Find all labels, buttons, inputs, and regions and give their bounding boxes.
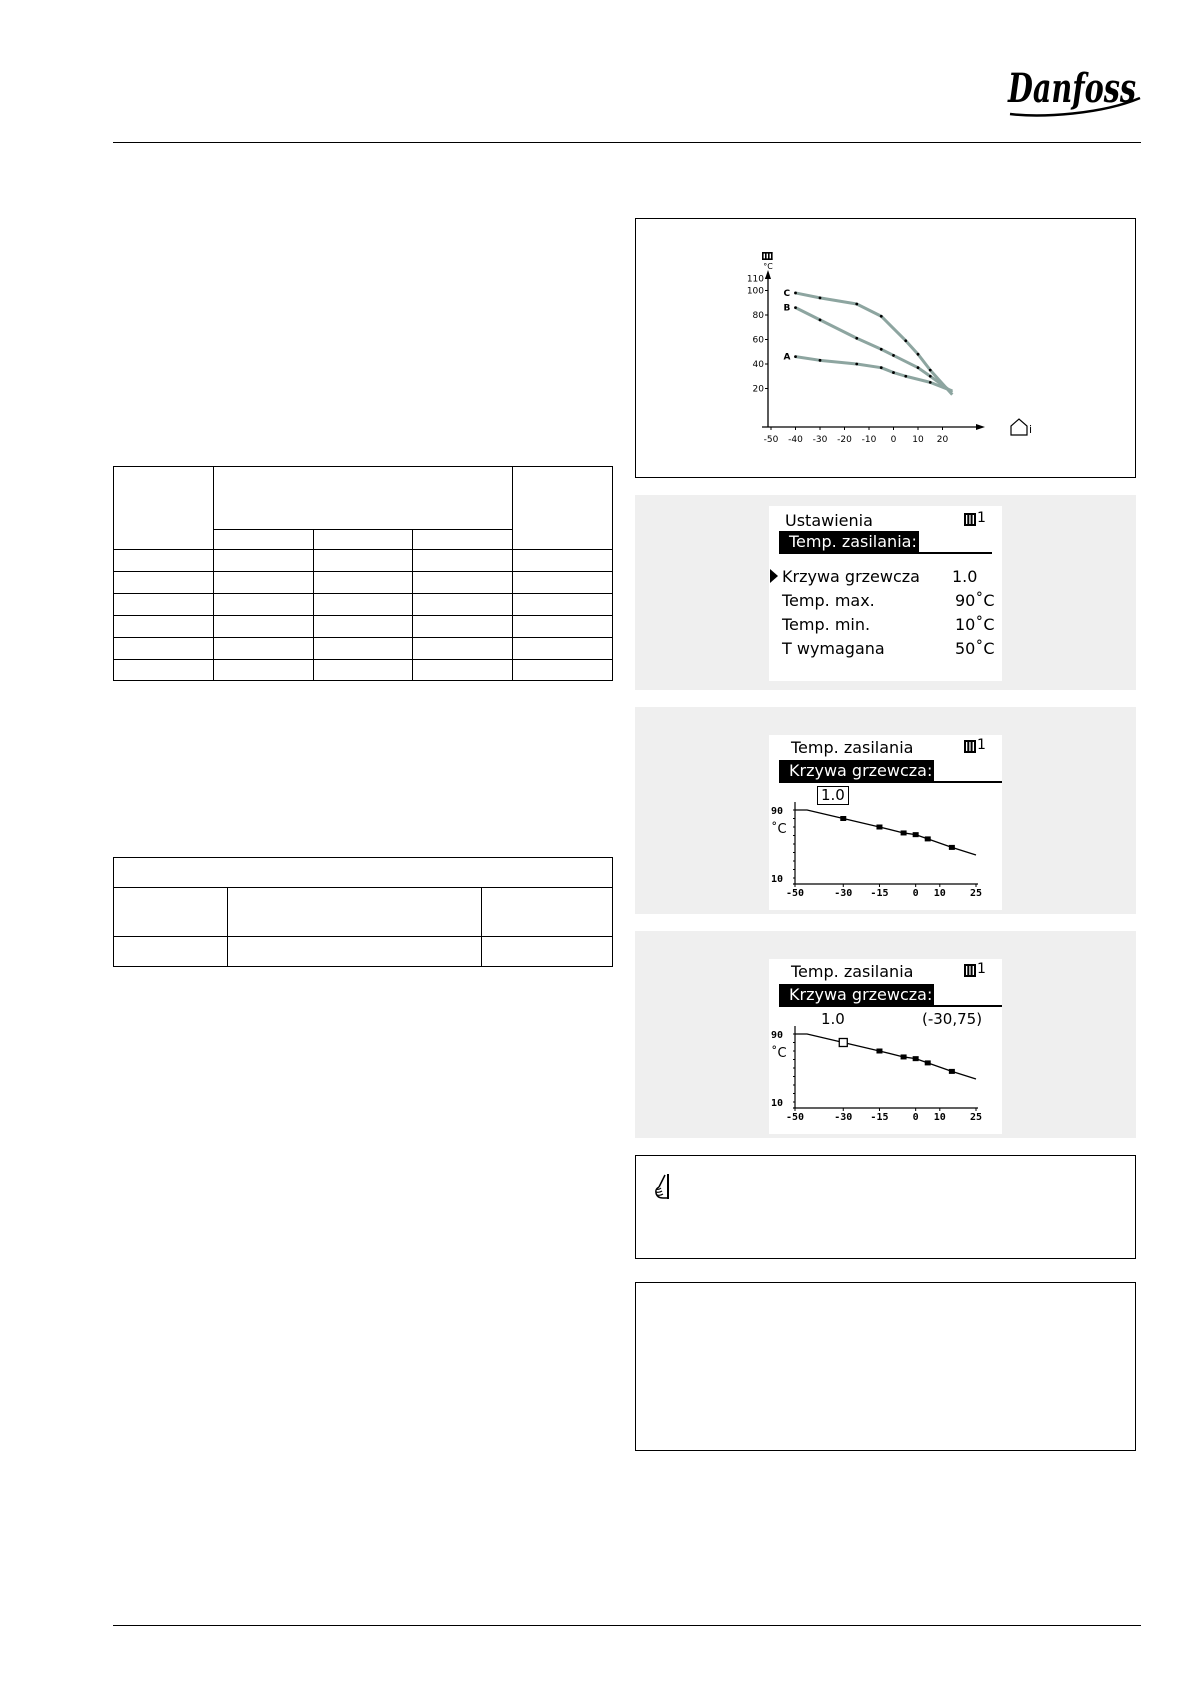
curve-point — [901, 830, 907, 835]
heating-curve-chart — [636, 219, 1135, 477]
curve-point — [917, 353, 920, 356]
table-cell — [213, 530, 313, 550]
x-tick-label: -20 — [837, 435, 852, 445]
y-unit-label: °C — [763, 262, 773, 271]
circuit-number: 1 — [977, 510, 986, 526]
table-row — [114, 638, 613, 660]
y-tick-label: 110 — [746, 274, 764, 285]
curve-point — [840, 816, 846, 821]
radiator-icon — [964, 513, 976, 526]
x-axis-arrow — [976, 424, 985, 430]
curve-point — [929, 381, 932, 384]
setting-label[interactable]: Temp. max. — [782, 591, 875, 610]
x-tick-label: 20 — [936, 435, 949, 445]
circuit-number: 1 — [977, 737, 986, 753]
curve-point — [794, 355, 797, 358]
setting-value[interactable]: 1.0 — [952, 567, 978, 586]
curve-point — [925, 1060, 931, 1065]
curve-point — [819, 359, 822, 362]
curve-value-box[interactable]: 1.0 — [817, 786, 849, 805]
x-tick-label: -50 — [785, 1112, 805, 1123]
curve-point — [929, 375, 932, 378]
curve-point — [949, 1069, 955, 1074]
curve-point — [819, 296, 822, 299]
curve-line — [795, 810, 976, 855]
y-tick-label: 60 — [752, 335, 764, 346]
footer-rule — [113, 1625, 1141, 1626]
curve-point — [949, 845, 955, 850]
x-tick-label: -10 — [861, 435, 877, 445]
table-1 — [113, 466, 613, 681]
curve-point — [929, 369, 932, 372]
x-tick-label: 10 — [933, 1112, 946, 1123]
x-tick-label: -15 — [870, 888, 889, 899]
x-tick-label: -50 — [785, 888, 805, 899]
screen3-curve-chart — [769, 959, 1002, 1134]
table-row — [114, 572, 613, 594]
y-top-label: 90 — [771, 806, 784, 817]
y-tick-label: 40 — [752, 360, 764, 370]
screen2-curve-chart — [769, 735, 1002, 910]
screen1-header: Temp. zasilania: — [779, 531, 919, 553]
curve-label-B: B — [783, 303, 791, 314]
y-top-label: 90 — [771, 1030, 784, 1041]
x-tick-label: -40 — [788, 435, 803, 445]
curve-label-A: A — [783, 352, 791, 363]
x-tick-label: -50 — [763, 435, 779, 445]
y-tick-label: 100 — [746, 286, 764, 297]
curve-point — [819, 319, 822, 322]
curve-point — [794, 306, 797, 309]
logo-text: Danfoss — [1007, 65, 1136, 112]
y-bottom-label: 10 — [771, 874, 784, 885]
table-cell — [114, 467, 214, 550]
pointing-hand-icon — [653, 1173, 675, 1201]
circuit-number: 1 — [977, 961, 986, 977]
setting-label[interactable]: T wymagana — [782, 639, 885, 658]
selected-point-marker — [839, 1039, 847, 1047]
x-tick-label: 10 — [933, 888, 946, 899]
curve-point — [855, 337, 858, 340]
table-cell — [413, 530, 513, 550]
y-unit-label: ˚C — [771, 822, 787, 837]
table-2 — [113, 857, 613, 967]
curve-value: 1.0 — [821, 1010, 845, 1028]
info-box — [635, 1282, 1136, 1451]
curve-point — [794, 292, 797, 295]
curve-line — [795, 1034, 976, 1079]
table-row — [114, 616, 613, 638]
y-bottom-label: 10 — [771, 1098, 784, 1109]
note-box — [635, 1155, 1136, 1259]
x-tick-label: 0 — [912, 1112, 919, 1123]
x-tick-label: 0 — [890, 435, 897, 445]
curve-point — [876, 825, 882, 830]
y-unit-label: ˚C — [771, 1046, 787, 1061]
curve-point — [876, 1049, 882, 1054]
table-cell — [513, 467, 613, 550]
x-tick-label: -30 — [812, 435, 828, 445]
curve-point — [892, 371, 895, 374]
point-coordinates[interactable]: (-30,75) — [922, 1010, 983, 1028]
screen2-header: Krzywa grzewcza: — [779, 760, 934, 782]
x-tick-label: 0 — [912, 888, 919, 899]
x-tick-label: 25 — [969, 888, 983, 899]
y-tick-label: 80 — [752, 311, 764, 321]
x-tick-label: -15 — [870, 1112, 889, 1123]
curve-point — [904, 375, 907, 378]
table-cell — [213, 467, 512, 530]
curve-point — [913, 832, 919, 837]
outdoor-suffix: i — [1029, 423, 1033, 436]
danfoss-logo — [1002, 58, 1142, 120]
table-cell — [114, 858, 613, 888]
x-tick-label: -30 — [834, 888, 853, 899]
y-axis-arrow — [765, 270, 771, 279]
y-tick-label: 20 — [752, 384, 764, 395]
selection-arrow-icon — [770, 569, 778, 583]
setting-value[interactable]: 50˚C — [955, 639, 995, 658]
screen1-panel — [635, 495, 1136, 690]
header-underline — [779, 552, 992, 554]
curve-point — [917, 366, 920, 369]
curve-point — [901, 1054, 907, 1059]
table-cell — [313, 530, 413, 550]
screen3-header: Krzywa grzewcza: — [779, 984, 934, 1006]
x-tick-label: 25 — [969, 1112, 983, 1123]
heating-curve-figure — [635, 218, 1136, 478]
screen3-display — [769, 959, 1002, 1134]
setting-label[interactable]: Krzywa grzewcza — [782, 567, 920, 586]
curve-label-C: C — [783, 288, 791, 299]
x-tick-label: 10 — [912, 435, 924, 445]
screen1-title: Ustawienia — [785, 511, 873, 530]
curve-point — [880, 315, 883, 318]
house-icon — [1011, 419, 1027, 435]
curve-point — [855, 303, 858, 306]
radiator-icon — [762, 252, 773, 260]
curve-point — [892, 354, 895, 357]
table-row — [114, 937, 613, 967]
screen2-title: Temp. zasilania — [791, 738, 914, 757]
curve-line-C — [796, 293, 953, 395]
setting-value[interactable]: 10˚C — [955, 615, 995, 634]
screen2-panel — [635, 707, 1136, 914]
setting-label[interactable]: Temp. min. — [782, 615, 871, 634]
curve-point — [925, 836, 931, 841]
screen1-display — [769, 506, 1002, 681]
table-row — [114, 888, 613, 937]
screen3-panel — [635, 931, 1136, 1138]
screen2-display — [769, 735, 1002, 910]
curve-point — [880, 366, 883, 369]
curve-point — [855, 363, 858, 366]
table-row — [114, 550, 613, 572]
header-rule — [113, 142, 1141, 143]
table-row — [114, 660, 613, 681]
screen3-title: Temp. zasilania — [791, 962, 914, 981]
setting-value[interactable]: 90˚C — [955, 591, 995, 610]
table-row — [114, 594, 613, 616]
curve-point — [913, 1056, 919, 1061]
curve-point — [880, 348, 883, 351]
x-tick-label: -30 — [834, 1112, 853, 1123]
curve-point — [904, 339, 907, 342]
